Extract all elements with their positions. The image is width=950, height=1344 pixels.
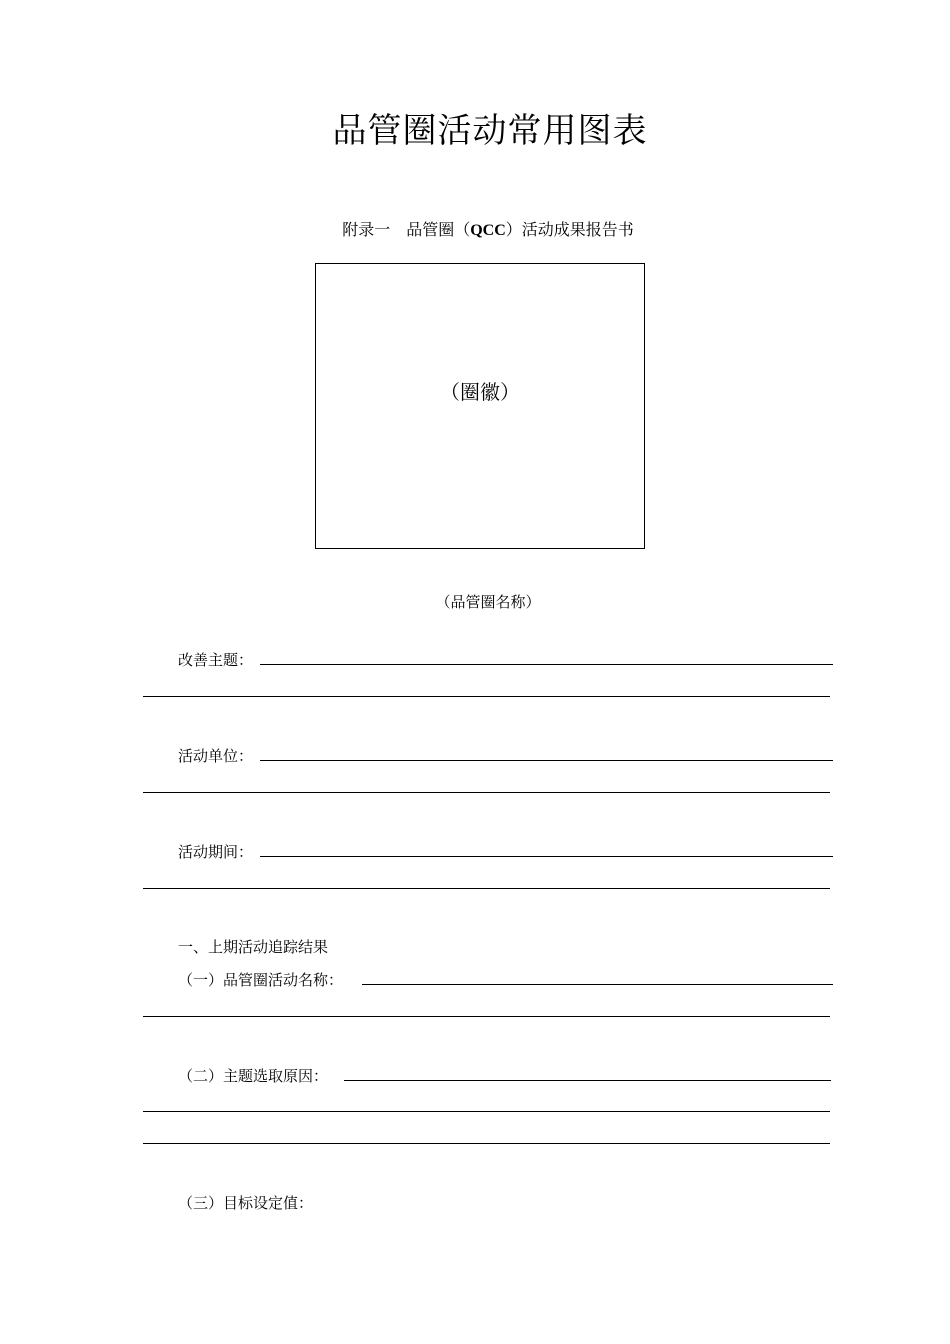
item2-label: （二）主题选取原因： bbox=[178, 1067, 329, 1085]
period-line[interactable] bbox=[260, 856, 833, 857]
emblem-box bbox=[315, 263, 645, 549]
period-line-2[interactable] bbox=[143, 888, 830, 889]
subtitle-qcc: QCC bbox=[470, 222, 506, 239]
topic-line[interactable] bbox=[260, 664, 833, 665]
section1-heading: 一、上期活动追踪结果 bbox=[178, 938, 329, 956]
item1-label: （一）品管圈活动名称： bbox=[178, 971, 344, 989]
subtitle-prefix: 附录一 品管圈（ bbox=[342, 220, 471, 239]
item3-label: （三）目标设定值： bbox=[178, 1194, 314, 1212]
document-subtitle bbox=[0, 217, 950, 240]
item2-line[interactable] bbox=[344, 1080, 831, 1081]
document-title: 品管圈活动常用图表 bbox=[332, 111, 648, 151]
period-label: 活动期间： bbox=[178, 843, 254, 861]
unit-line[interactable] bbox=[260, 760, 833, 761]
unit-line-2[interactable] bbox=[143, 792, 830, 793]
subtitle-suffix: ）活动成果报告书 bbox=[505, 220, 634, 239]
circle-name-label: （品管圈名称） bbox=[435, 593, 541, 611]
item2-line-2[interactable] bbox=[143, 1111, 830, 1112]
emblem-label: （圈徽） bbox=[440, 380, 520, 404]
topic-label: 改善主题： bbox=[178, 651, 254, 669]
item1-line-2[interactable] bbox=[143, 1016, 830, 1017]
unit-label: 活动单位： bbox=[178, 747, 254, 765]
item2-line-3[interactable] bbox=[143, 1143, 830, 1144]
item1-line[interactable] bbox=[362, 984, 833, 985]
topic-line-2[interactable] bbox=[143, 696, 830, 697]
